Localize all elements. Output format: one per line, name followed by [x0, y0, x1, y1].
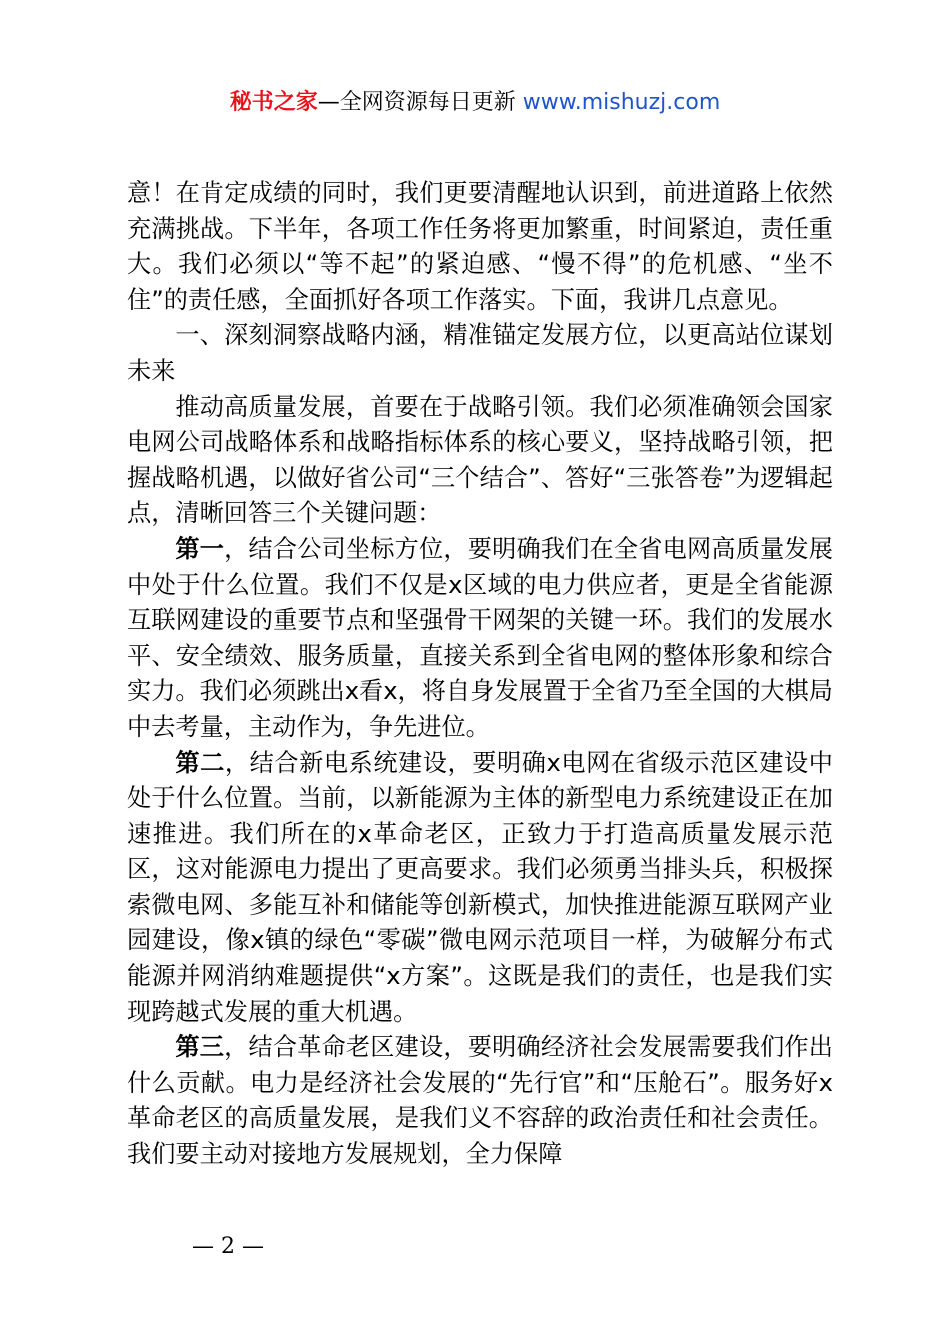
- brand-name: 秘书之家: [229, 90, 318, 115]
- page-number: — 2 —: [192, 1234, 264, 1259]
- paragraph-third: [127, 1030, 833, 1172]
- section-heading-1: 一、深刻洞察战略内涵，精准锚定发展方位，以更高站位谋划未来: [127, 321, 833, 385]
- paragraph-continuation: 意！在肯定成绩的同时，我们更要清醒地认识到，前进道路上依然充满挑战。下半年，各项工作任务将更加繁重，时间紧迫，责任重大。我们必须以“等不起”的紧迫感、“慢不得”的危机感、“坐不住”的责任感，全面抓好各项工作落实。下面，我讲几点意见。: [127, 179, 833, 314]
- watermark-header: [0, 86, 950, 120]
- paragraph-intro: 推动高质量发展，首要在于战略引领。我们必须准确领会国家电网公司战略体系和战略指标体系的核心要义，坚持战略引领，把握战略机遇，以做好省公司“三个结合”、答好“三张答卷”为逻辑起点，清晰回答三个关键问题：: [127, 392, 833, 528]
- paragraph-third-text: ，结合革命老区建设，要明确经济社会发展需要我们作出什么贡献。电力是经济社会发展的“先行官”和“压舱石”。服务好x革命老区的高质量发展，是我们义不容辞的政治责任和社会责任。我们要主动对接地方发展规划，全力保障: [127, 1033, 833, 1169]
- document-body: [127, 176, 833, 1173]
- paragraph-second-text: ，结合新电系统建设，要明确x电网在省级示范区建设中处于什么位置。当前，以新能源为主体的新型电力系统建设正在加速推进。我们所在的x革命老区，正致力于打造高质量发展示范区，这对能源电力提出了更高要求。我们必须勇当排头兵，积极探索微电网、多能互补和储能等创新模式，加快推进能源互联网产业园建设，像x镇的绿色“零碳”微电网示范项目一样，为破解分布式能源并网消纳难题提供“x方案”。这既是我们的责任，也是我们实现跨越式发展的重大机遇。: [127, 748, 833, 1026]
- paragraph-first-text: ，结合公司坐标方位，要明确我们在全省电网高质量发展中处于什么位置。我们不仅是x区域的电力供应者，更是全省能源互联网建设的重要节点和坚强骨干网架的关键一环。我们的发展水平、安全绩效、服务质量，直接关系到全省电网的整体形象和综合实力。我们必须跳出x看x，将自身发展置于全省乃至全国的大棋局中去考量，主动作为，争先进位。: [127, 534, 833, 741]
- lead-first: 第一: [175, 534, 225, 563]
- header-dash: —: [317, 90, 340, 115]
- lead-second: 第二: [175, 748, 225, 777]
- paragraph-second: [127, 746, 833, 1031]
- lead-third: 第三: [175, 1033, 225, 1062]
- header-slogan: 全网资源每日更新: [339, 90, 523, 115]
- site-url[interactable]: www.mishuzj.com: [522, 90, 721, 115]
- paragraph-first: [127, 532, 833, 746]
